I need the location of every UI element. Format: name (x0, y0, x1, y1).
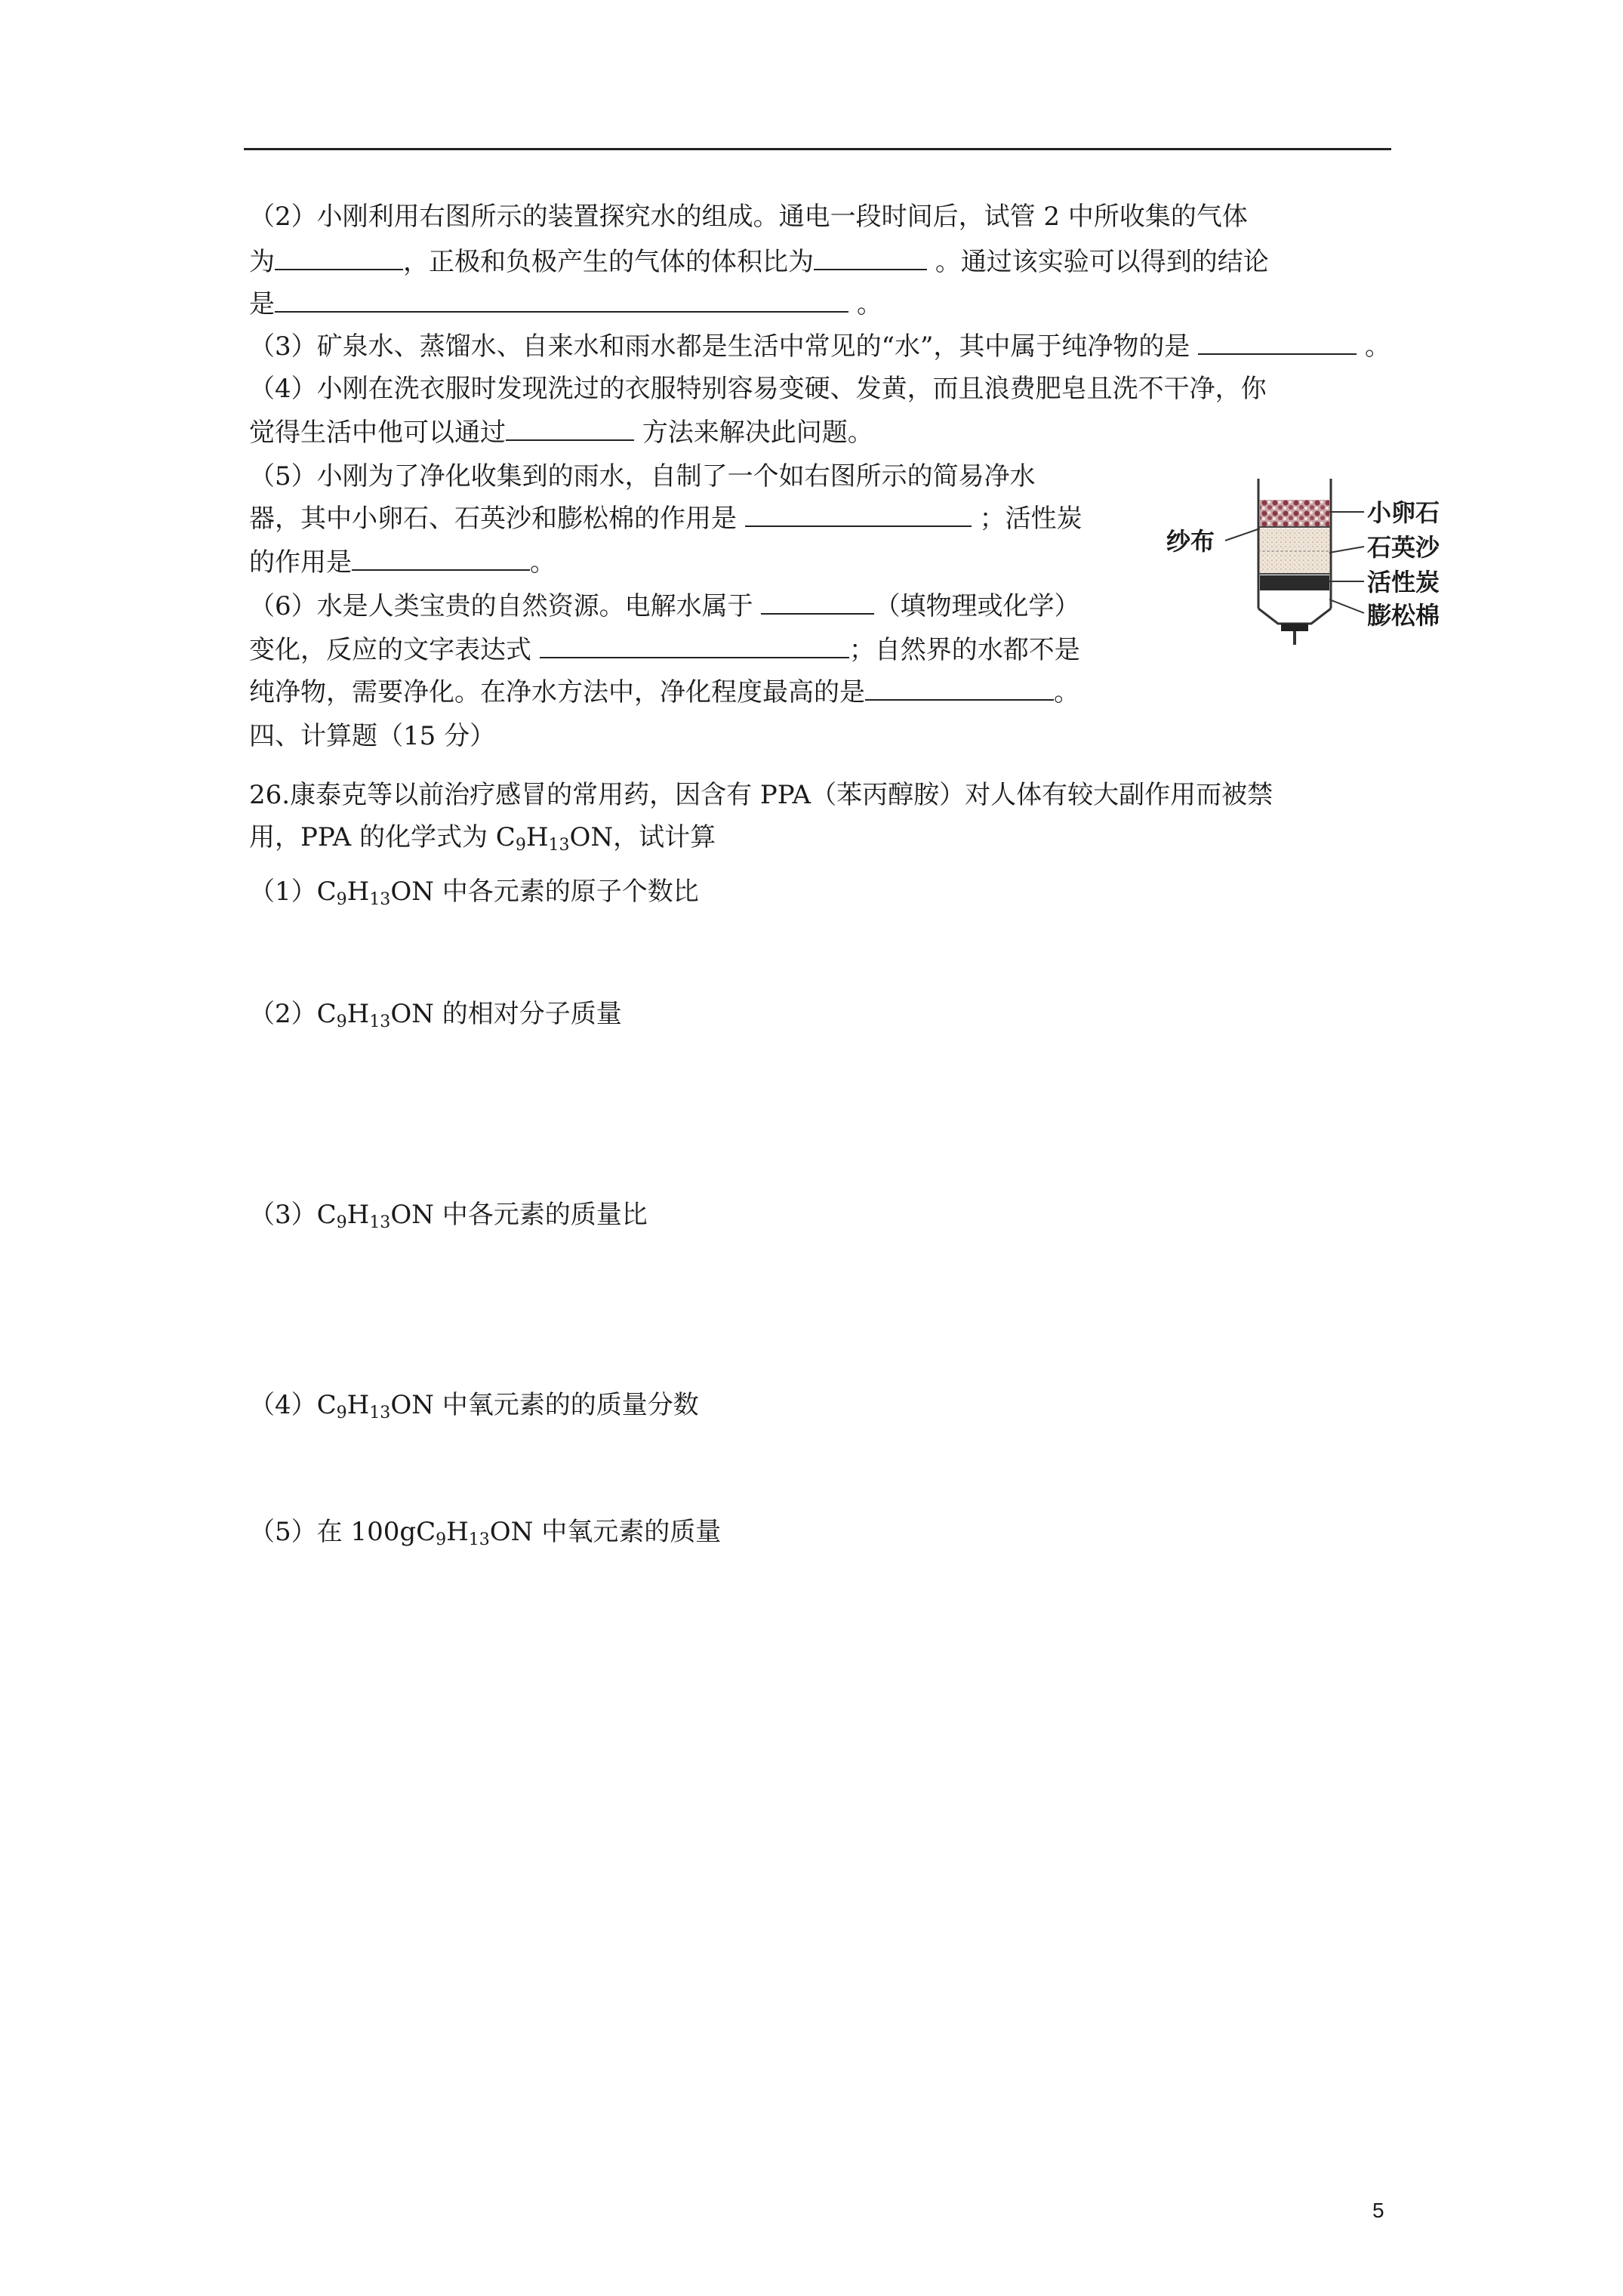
q5-line-3 (249, 544, 556, 581)
figure-label-cotton: 膨松棉 (1367, 601, 1440, 630)
q26-sub-5: （5）在 $100gC_9H_{13}ON$ 中氧元素的质量 (249, 1517, 722, 1549)
q2-text-1: （2）小刚利用右图所示的装置探究水的组成。通电一段时间后，试管 2 中所收集的气体 (249, 202, 1248, 232)
q4-text-2a: 觉得生活中他可以通过 (249, 418, 506, 448)
formula: $C_9H_{13}ON$ (316, 999, 434, 1031)
q6-text-3b: 。 (1054, 677, 1079, 707)
q5-blank-function[interactable] (745, 500, 972, 527)
q6-blank-change[interactable] (761, 587, 874, 615)
q2-line-2 (249, 243, 1269, 281)
q2-blank-conclusion[interactable] (275, 285, 848, 313)
figure-label-quartz-sand: 石英沙 (1367, 533, 1440, 562)
q6-line-3 (249, 673, 1079, 711)
formula: $C_9H_{13}ON$ (316, 1200, 434, 1232)
q26-line-1 (249, 776, 1273, 814)
q6-blank-method[interactable] (865, 673, 1054, 701)
q4-text-1: （4）小刚在洗衣服时发现洗过的衣服特别容易变硬、发黄，而且浪费肥皂且洗不干净，你 (249, 374, 1267, 404)
section-4-title (249, 717, 495, 755)
q6-text-1a: （6）水是人类宝贵的自然资源。电解水属于 (249, 591, 753, 621)
q2-text-2a: 为 (249, 247, 275, 277)
formula: $C_9H_{13}ON$ (416, 1517, 534, 1549)
q4-line-2 (249, 414, 873, 451)
q3-blank-pure[interactable] (1198, 328, 1357, 355)
q5-line-1 (249, 458, 1036, 495)
q5-text-3b: 。 (530, 547, 556, 578)
q26-text-2a: 用，PPA 的化学式为 C (249, 822, 516, 852)
q6-line-2 (249, 631, 1080, 669)
q6-text-1b: （填物理或化学） (874, 591, 1080, 621)
q6-text-2a: 变化，反应的文字表达式 (249, 635, 531, 665)
q5-line-2 (249, 500, 1083, 538)
cotton-layer (1260, 590, 1329, 609)
q5-text-2b: ；活性炭 (979, 504, 1083, 534)
q5-text-3a: 的作用是 (249, 547, 352, 578)
q3-line (249, 328, 1390, 365)
q2-blank-ratio[interactable] (814, 243, 927, 270)
q26-sub-3: $(3)C_9H_{13}ON$ 中各元素的质量比 (249, 1200, 648, 1232)
q26-line-2: 用，PPA 的化学式为 $C_9H_{13}ON$，试计算 (249, 822, 716, 855)
water-purifier-figure (1166, 468, 1468, 649)
container-funnel (1258, 609, 1331, 624)
formula: $C_9H_{13}ON$ (316, 877, 434, 909)
q2-line-3 (249, 285, 882, 323)
page-number: 5 (1372, 2199, 1384, 2222)
q2-line-1 (249, 198, 1248, 236)
q26-sub-4: $(4)C_9H_{13}ON$ 中氧元素的的质量分数 (249, 1390, 699, 1422)
pebble-layer (1260, 500, 1329, 527)
q26-sub-2: $(2)C_9H_{13}ON$ 的相对分子质量 (249, 999, 622, 1031)
q2-text-3b: 。 (856, 289, 882, 319)
q2-text-3a: 是 (249, 289, 275, 319)
q5-text-1: （5）小刚为了净化收集到的雨水，自制了一个如右图所示的简易净水 (249, 461, 1036, 492)
figure-label-activated-carbon: 活性炭 (1367, 568, 1440, 596)
q4-line-1 (249, 370, 1267, 408)
q6-line-1 (249, 587, 1079, 625)
q6-blank-equation[interactable] (540, 631, 849, 658)
container-stopper (1281, 624, 1308, 631)
section-4-title-text: 四、计算题（15 分） (249, 721, 496, 751)
formula: $C_9H_{13}ON$ (316, 1390, 434, 1422)
q6-text-2b: ；自然界的水都不是 (848, 635, 1080, 665)
activated-carbon-layer (1260, 575, 1329, 590)
q6-text-3a: 纯净物，需要净化。在净水方法中，净化程度最高的是 (249, 677, 865, 707)
q4-blank-method[interactable] (506, 414, 634, 441)
q2-text-2c: 。通过该实验可以得到的结论 (935, 247, 1269, 277)
q2-text-2b: ，正极和负极产生的气体的体积比为 (403, 247, 814, 277)
figure-label-gauze: 纱布 (1166, 527, 1215, 556)
figure-label-pebbles: 小卵石 (1367, 498, 1440, 527)
q3-text-a: （3）矿泉水、蒸馏水、自来水和雨水都是生活中常见的“水”，其中属于纯净物的是 (249, 331, 1190, 362)
header-rule (244, 148, 1391, 150)
q2-blank-gas[interactable] (275, 243, 403, 270)
q26-sub-1: $(1)C_9H_{13}ON$ 中各元素的原子个数比 (249, 877, 699, 909)
q26-text-1: 26.康泰克等以前治疗感冒的常用药，因含有 PPA（苯丙醇胺）对人体有较大副作用而被禁 (249, 780, 1273, 810)
q5-text-2a: 器，其中小卵石、石英沙和膨松棉的作用是 (249, 504, 737, 534)
q5-blank-carbon[interactable] (352, 544, 530, 571)
q3-text-b: 。 (1365, 331, 1391, 362)
q4-text-2b: 方法来解决此问题。 (642, 418, 873, 448)
q26-text-2b: ，试计算 (613, 822, 716, 852)
